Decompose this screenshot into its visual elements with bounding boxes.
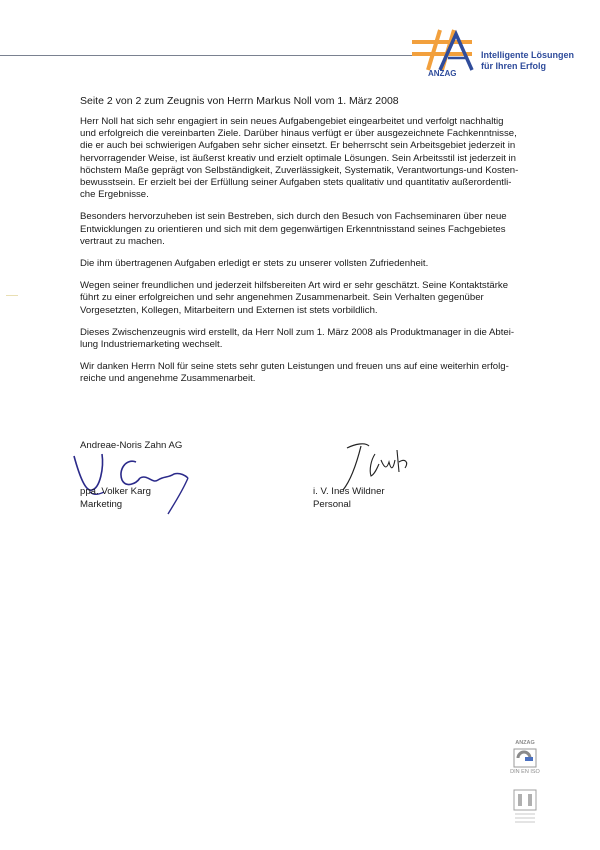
certification-seal <box>505 740 545 830</box>
signature-left <box>80 485 151 511</box>
paragraph-line: Wegen seiner freundlichen und jederzeit hilfsbereiten Art wird er sehr geschätzt. Seine Kontaktstärke <box>80 280 509 292</box>
company-logo <box>410 28 595 78</box>
logo-tagline-line-2: für Ihren Erfolg <box>481 61 546 71</box>
signature-company: Andreae-Noris Zahn AG <box>80 440 183 451</box>
quality-award-icon <box>513 782 537 826</box>
certificate-seal-icon <box>513 748 537 768</box>
paragraph-line: höchstem Maße geprägt von Selbständigkeit, Zuverlässigkeit, Systematik, Verantwortungs-und Kosten- <box>80 164 519 176</box>
signatory-right-department: Personal <box>313 499 351 510</box>
paragraph-line: Dieses Zwischenzeugnis wird erstellt, da Herr Noll zum 1. März 2008 als Produktmanager in die Abtei- <box>80 326 515 338</box>
paragraph-line: hervorragender Weise, ist äußerst kreativ und erzielt optimale Lösungen. Sein Arbeitsstil ist jederzeit in <box>80 152 517 164</box>
certification-standard: DIN EN ISO <box>510 769 540 775</box>
paragraph-line: Herr Noll hat sich sehr engagiert in sein neues Aufgabengebiet eingearbeitet und verfolgt nachhaltig <box>80 116 504 127</box>
body-paragraph <box>80 361 550 385</box>
fold-mark <box>6 295 18 296</box>
logo-tagline <box>481 50 574 72</box>
letter-body <box>80 116 550 396</box>
body-paragraph <box>80 258 550 270</box>
paragraph-line: die er auch bei schwierigen Aufgaben sehr sicher einsetzt. Er beherrscht sein Arbeitsgebiet jederzeit in <box>80 140 516 152</box>
paragraph-line: reiche und angenehme Zusammenarbeit. <box>80 373 256 385</box>
paragraph-line: Entwicklungen zu orientieren und sich mit dem gegenwärtigen Erkenntnisstand seines Fachgebietes <box>80 223 506 235</box>
logo-tagline-line-1: Intelligente Lösungen <box>481 50 575 60</box>
paragraph-line: führt zu einer erfolgreichen und sehr angenehmen Zusammenarbeit. Sein Verhalten gegenüber <box>80 292 484 304</box>
signatory-right-name: i. V. Ines Wildner <box>313 486 385 497</box>
body-paragraph <box>80 280 550 317</box>
paragraph-line: Die ihm übertragenen Aufgaben erledigt er stets zu unserer vollsten Zufriedenheit. <box>80 258 429 270</box>
paragraph-line: bewusstsein. Er erzielt bei der Erfüllung seiner Aufgaben stets qualitativ und quantitativ außerordentli- <box>80 177 512 189</box>
paragraph-line: Vorgesetzten, Kollegen, Mitarbeitern und Externen ist stets vorbildlich. <box>80 304 378 316</box>
paragraph-line: vertraut zu machen. <box>80 235 165 247</box>
body-paragraph <box>80 327 550 351</box>
body-paragraph <box>80 211 550 248</box>
paragraph-line: und erfolgreich die vereinbarten Ziele. Darüber hinaus verfügt er über ausgezeichnete Fachkenntnisse, <box>80 128 517 140</box>
signatory-left-department: Marketing <box>80 499 123 510</box>
signature-right <box>313 485 385 511</box>
header-rule <box>0 55 460 56</box>
certification-title: ANZAG <box>515 740 535 746</box>
logo-brand: ANZAG <box>428 69 457 78</box>
signatory-left-name: ppa. Volker Karg <box>80 486 151 497</box>
paragraph-line: Besonders hervorzuheben ist sein Bestreben, sich durch den Besuch von Fachseminaren über neue <box>80 211 507 223</box>
paragraph-line: Wir danken Herrn Noll für seine stets sehr guten Leistungen und freuen uns auf eine weiterhin erfolg- <box>80 361 509 373</box>
body-paragraph <box>80 116 550 201</box>
anzag-logo-mark-icon <box>410 28 480 78</box>
paragraph-line: lung Industriemarketing wechselt. <box>80 339 223 351</box>
page-heading: Seite 2 von 2 zum Zeugnis von Herrn Markus Noll vom 1. März 2008 <box>80 95 399 107</box>
paragraph-line: che Ergebnisse. <box>80 189 149 201</box>
